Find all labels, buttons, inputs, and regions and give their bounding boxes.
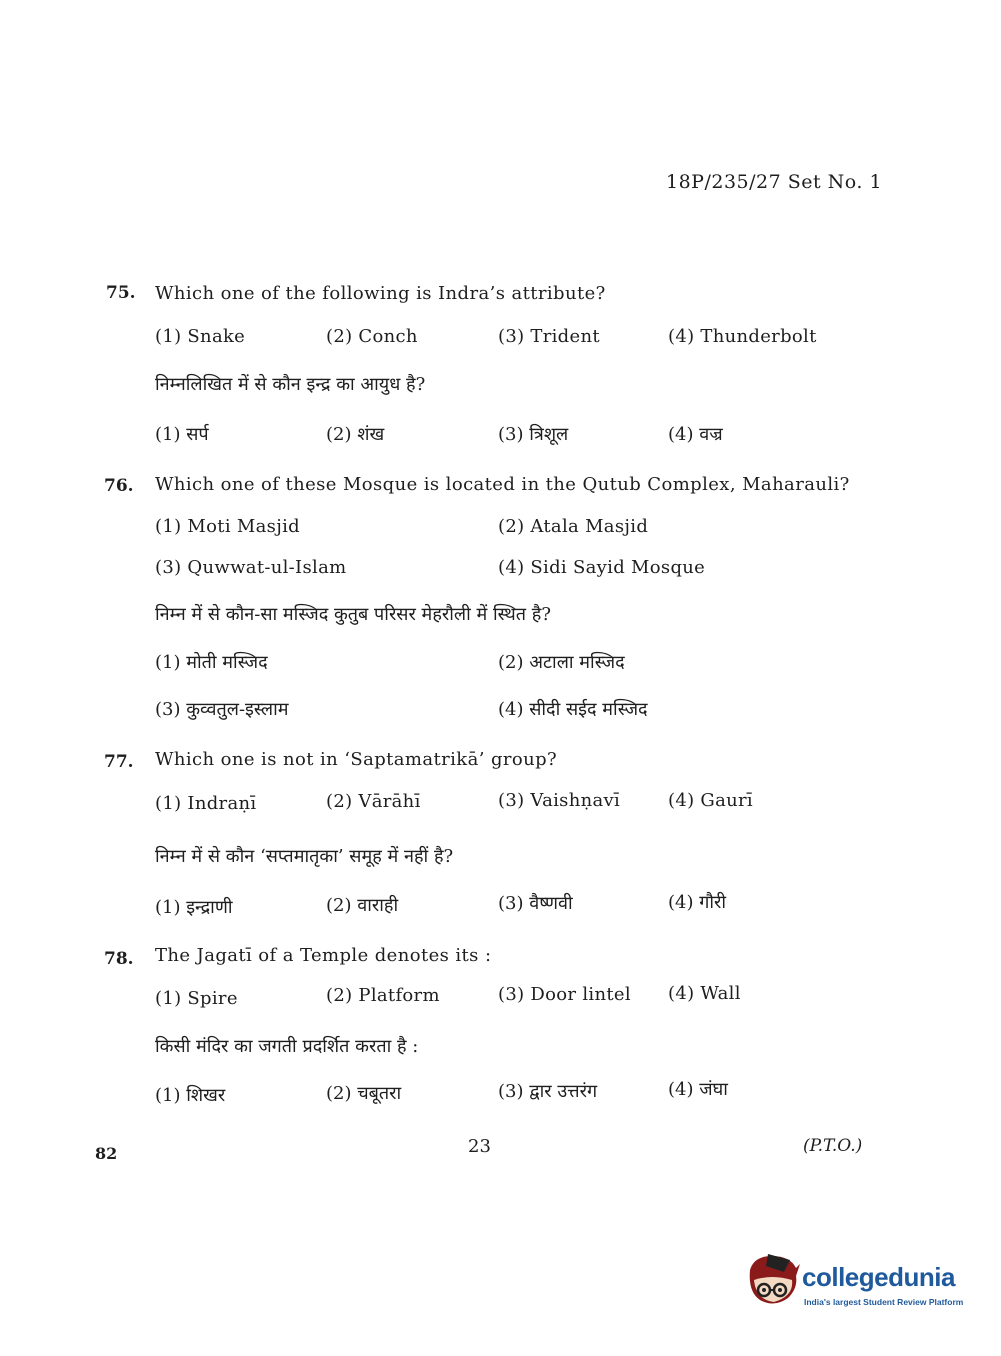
- option-hi: (4) सीदी सईद मस्जिद: [498, 699, 648, 720]
- option-en: (2) Atala Masjid: [498, 516, 649, 537]
- option-en: (1) Moti Masjid: [155, 516, 300, 537]
- pto-label: (P.T.O.): [803, 1136, 863, 1156]
- question-text-en: The Jagatī of a Temple denotes its :: [155, 945, 492, 966]
- question-text-en: Which one of these Mosque is located in the Qutub Complex, Maharauli?: [155, 474, 850, 495]
- option-hi: (1) शिखर: [155, 1085, 226, 1106]
- question-text-hi: किसी मंदिर का जगती प्रदर्शित करता है :: [155, 1036, 419, 1057]
- footer-code: 82: [95, 1144, 118, 1163]
- option-en: (3) Vaishṇavī: [498, 790, 621, 811]
- option-hi: (1) सर्प: [155, 424, 209, 445]
- option-hi: (4) जंघा: [668, 1079, 728, 1100]
- option-hi: (1) इन्द्राणी: [155, 897, 233, 918]
- option-en: (4) Sidi Sayid Mosque: [498, 557, 706, 578]
- option-en: (3) Quwwat-ul-Islam: [155, 557, 347, 578]
- mascot-icon: [744, 1250, 802, 1310]
- page-header-code: 18P/235/27 Set No. 1: [666, 171, 883, 193]
- question-text-hi: निम्न में से कौन ‘सप्तमातृका’ समूह में नहीं है?: [155, 846, 454, 867]
- question-text-en: Which one is not in ‘Saptamatrikā’ group?: [155, 749, 558, 770]
- option-en: (4) Wall: [668, 983, 741, 1004]
- question-text-hi: निम्नलिखित में से कौन इन्द्र का आयुध है?: [155, 374, 426, 395]
- option-hi: (3) त्रिशूल: [498, 424, 569, 445]
- option-hi: (2) वाराही: [326, 895, 399, 916]
- logo-tagline: India's largest Student Review Platform: [804, 1297, 964, 1307]
- option-hi: (2) अटाला मस्जिद: [498, 652, 625, 673]
- option-en: (1) Snake: [155, 326, 246, 347]
- option-hi: (4) वज्र: [668, 424, 723, 445]
- option-en: (2) Platform: [326, 985, 440, 1006]
- option-en: (2) Vārāhī: [326, 791, 421, 812]
- question-text-en: Which one of the following is Indra’s attribute?: [155, 283, 606, 304]
- option-hi: (2) चबूतरा: [326, 1083, 402, 1104]
- question-number: 76.: [104, 476, 134, 496]
- option-hi: (2) शंख: [326, 424, 385, 445]
- option-hi: (3) वैष्णवी: [498, 893, 573, 914]
- option-en: (2) Conch: [326, 326, 418, 347]
- collegedunia-logo: [744, 1250, 969, 1314]
- option-en: (3) Trident: [498, 326, 600, 347]
- option-en: (1) Indraṇī: [155, 793, 257, 814]
- question-text-hi: निम्न में से कौन-सा मस्जिद कुतुब परिसर मेहरौली में स्थित है?: [155, 604, 551, 625]
- option-hi: (3) कुव्वतुल-इस्लाम: [155, 699, 289, 720]
- question-number: 77.: [104, 752, 134, 772]
- option-en: (4) Thunderbolt: [668, 326, 817, 347]
- option-en: (4) Gaurī: [668, 790, 753, 811]
- option-en: (1) Spire: [155, 988, 238, 1009]
- option-hi: (1) मोती मस्जिद: [155, 652, 268, 673]
- page-number: 23: [468, 1136, 491, 1157]
- question-number: 75.: [106, 283, 136, 303]
- question-number: 78.: [104, 949, 134, 969]
- option-hi: (4) गौरी: [668, 892, 727, 913]
- option-en: (3) Door lintel: [498, 984, 631, 1005]
- logo-name: collegedunia: [802, 1262, 955, 1292]
- option-hi: (3) द्वार उत्तरंग: [498, 1081, 598, 1102]
